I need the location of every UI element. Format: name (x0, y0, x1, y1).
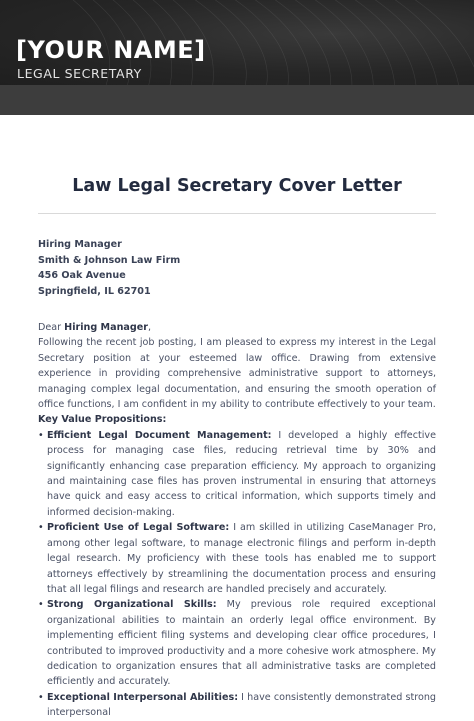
list-item (38, 690, 436, 721)
proposition-title: Exceptional Interpersonal Abilities: (47, 691, 239, 703)
list-item (38, 520, 436, 597)
salutation (38, 320, 436, 335)
recipient-line: Smith & Johnson Law Firm (38, 254, 181, 266)
proposition-title: Efficient Legal Document Management: (47, 429, 272, 441)
proposition-text: My previous role required exceptional organizational abilities to maintain an orderly legal office environment. By implementing efficient filing systems and developing clear office procedures, I contributed to improved productivity and a more cohesive work atmosphere. My dedication to organization ensures that all administrative tasks are completed efficiently and accurately. (47, 599, 436, 688)
salutation-prefix: Dear (38, 322, 65, 333)
propositions-heading: Key Value Propositions: (38, 414, 167, 426)
proposition-text: I am skilled in utilizing CaseManager Pro, among other legal software, to manage electronic filings and perform in-depth legal research. My proficiency with these tools has enabled me to support attorneys effectively by streamlining the documentation process and ensuring that all legal filings and research are handled precisely and accurately. (47, 522, 437, 595)
salutation-name: Hiring Manager (64, 322, 148, 333)
header-banner (0, 0, 474, 85)
recipient-line: Springfield, IL 62701 (38, 285, 151, 297)
header-band (0, 85, 474, 115)
proposition-title: Proficient Use of Legal Software: (47, 522, 230, 534)
salutation-suffix: , (147, 322, 152, 333)
recipient-line: Hiring Manager (38, 239, 122, 250)
document-title: Law Legal Secretary Cover Letter (72, 176, 402, 196)
intro-paragraph: Following the recent job posting, I am pleased to express my interest in the Legal Secretary position at your esteemed law office. Drawing from extensive experience in providing comprehensive administrative support to attorneys, managing complex legal documentation, and ensuring the smooth operation of office functions, I am confident in my ability to contribute effectively to your team. (38, 337, 436, 411)
list-item (38, 597, 436, 689)
recipient-address (38, 237, 438, 299)
propositions-list (38, 428, 436, 721)
proposition-text: I have consistently demonstrated strong interpersonal (47, 691, 436, 719)
proposition-title: Strong Organizational Skills: (47, 599, 217, 611)
recipient-line: 456 Oak Avenue (38, 270, 126, 281)
list-item (38, 428, 436, 520)
applicant-name: [YOUR NAME] (16, 36, 206, 64)
title-divider (38, 213, 436, 214)
proposition-text: I developed a highly effective process for managing case files, reducing retrieval time by 30% and significantly enhancing case preparation efficiency. My approach to organizing and maintaining case files has proven instrumental in ensuring that attorneys have quick and easy access to critical information, which supports timely and informed decision-making. (47, 429, 436, 518)
applicant-role: LEGAL SECRETARY (17, 66, 142, 81)
letter-body (38, 320, 436, 721)
